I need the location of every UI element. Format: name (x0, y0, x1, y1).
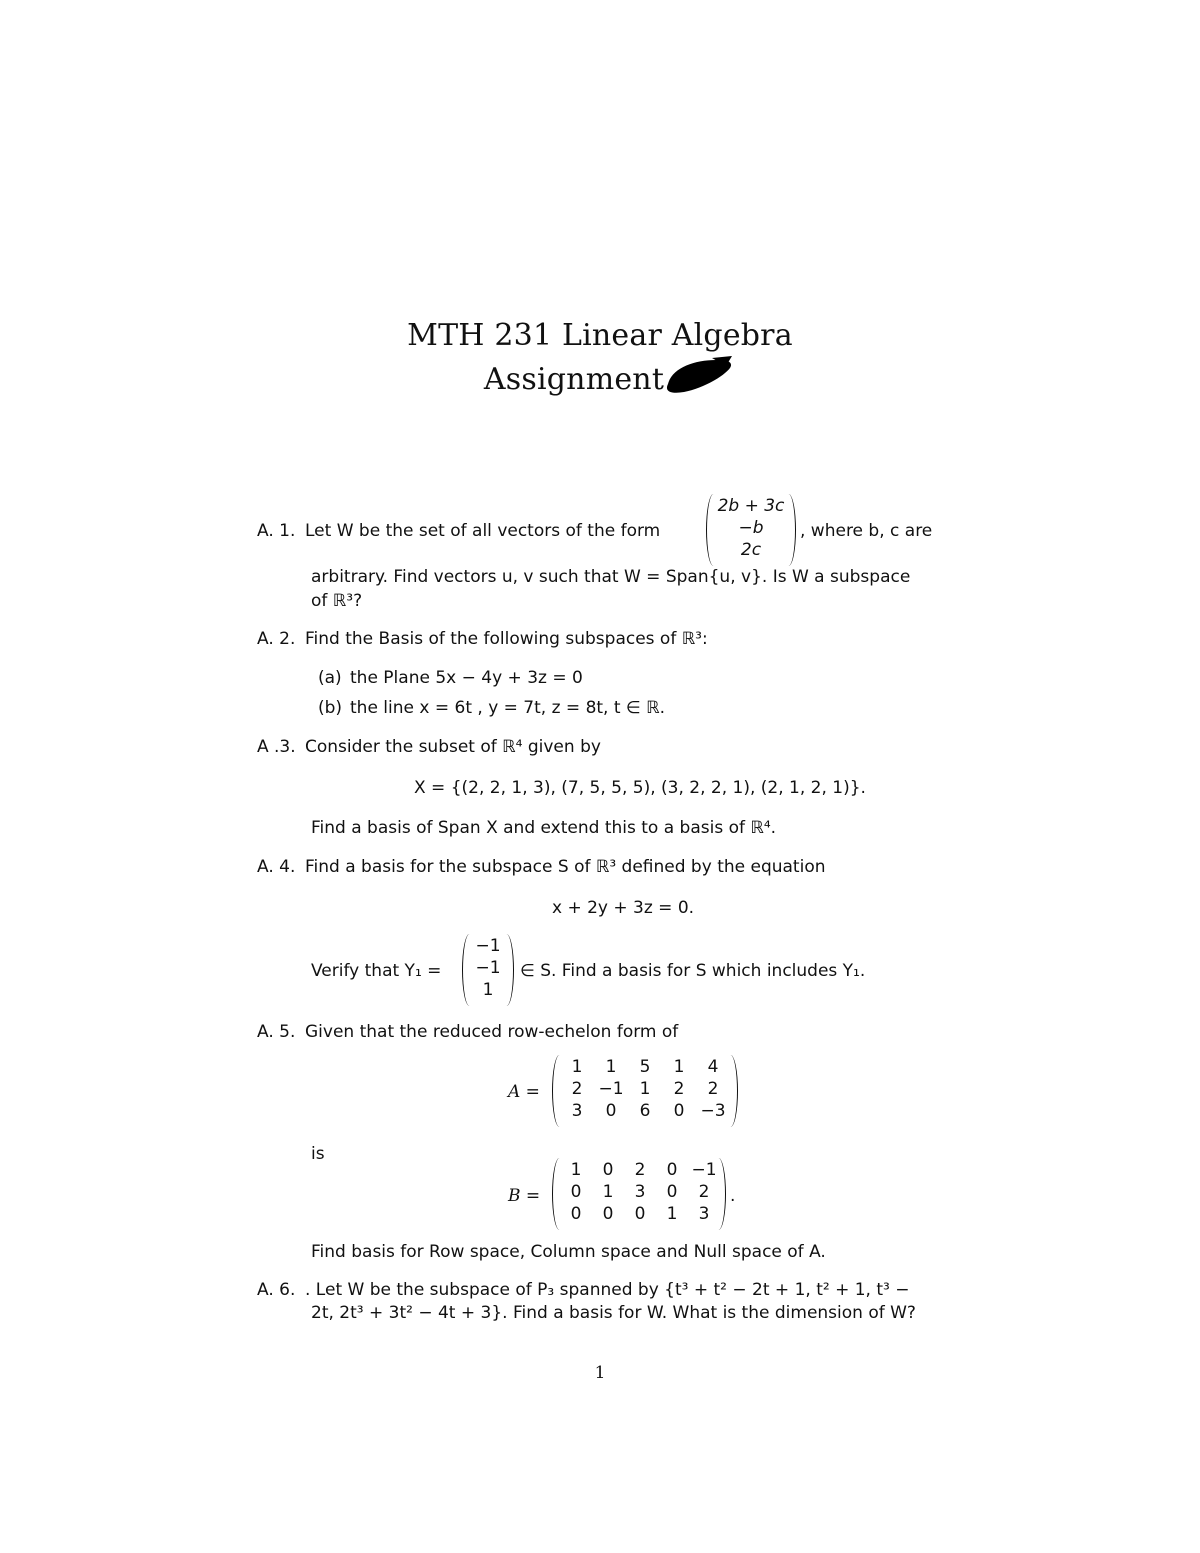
vector-entry: −b (738, 518, 764, 538)
matrix-cell: 1 (602, 1182, 614, 1202)
matrix-cell: 0 (602, 1204, 614, 1224)
matrix-cell: 1 (639, 1079, 651, 1099)
problem-1-vector (706, 494, 796, 566)
matrix-b-period: . (730, 1186, 736, 1206)
matrix-a (552, 1055, 738, 1127)
problem-1-text (257, 520, 660, 542)
problem-6-text (257, 1279, 909, 1301)
problem-1-lead: Let W be the set of all vectors of the form (305, 521, 661, 541)
matrix-cell: 1 (673, 1057, 685, 1077)
problem-2b (318, 697, 665, 719)
problem-4-verify-tail: ∈ S. Find a basis for S which includes Y₁. (520, 961, 866, 981)
problem-5-lead: Given that the reduced row-echelon form of (305, 1022, 679, 1042)
problem-2a-text: the Plane 5x − 4y + 3z = 0 (350, 668, 583, 688)
problem-6-lead: . Let W be the subspace of P₃ spanned by {t³ + t² − 2t + 1, t² + 1, t³ − (305, 1280, 910, 1300)
matrix-b-label: B = (508, 1186, 541, 1206)
problem-1-number: A. 1. (257, 521, 296, 541)
matrix-cell: 0 (673, 1101, 685, 1121)
problem-2b-text: the line x = 6t , y = 7t, z = 8t, t ∈ ℝ. (350, 698, 666, 718)
matrix-cell: 2 (571, 1079, 583, 1099)
problem-4-verify: Verify that Y₁ = (311, 961, 442, 981)
matrix-b (552, 1158, 726, 1230)
problem-2-lead: Find the Basis of the following subspaces of ℝ³: (305, 629, 708, 649)
problem-4-lead: Find a basis for the subspace S of ℝ³ defined by the equation (305, 857, 826, 877)
problem-3-set: X = {(2, 2, 1, 3), (7, 5, 5, 5), (3, 2, 2, 1), (2, 1, 2, 1)}. (414, 778, 866, 798)
matrix-cell: 0 (570, 1182, 582, 1202)
matrix-cell: 0 (605, 1101, 617, 1121)
matrix-cell: 3 (698, 1204, 710, 1224)
problem-2-number: A. 2. (257, 629, 296, 649)
matrix-cell: 0 (570, 1204, 582, 1224)
vector-entry: −1 (475, 936, 501, 956)
problem-6-number: A. 6. (257, 1280, 296, 1300)
matrix-cell: 1 (666, 1204, 678, 1224)
redaction-scribble (664, 354, 736, 396)
matrix-a-label: A = (508, 1082, 540, 1102)
problem-4-text (257, 856, 826, 878)
problem-5-text (257, 1021, 678, 1043)
problem-4-equation: x + 2y + 3z = 0. (552, 898, 695, 918)
matrix-cell: −1 (691, 1160, 717, 1180)
vector-entry: 1 (482, 980, 494, 1000)
problem-4-vector (462, 934, 514, 1006)
matrix-cell: 1 (605, 1057, 617, 1077)
matrix-cell: 4 (707, 1057, 719, 1077)
problem-2a (318, 667, 583, 689)
problem-2a-label: (a) (318, 668, 342, 688)
matrix-cell: 2 (673, 1079, 685, 1099)
title-line-1: MTH 231 Linear Algebra (407, 318, 793, 353)
matrix-cell: −3 (700, 1101, 726, 1121)
vector-entry: −1 (475, 958, 501, 978)
matrix-cell: 5 (639, 1057, 651, 1077)
matrix-cell: 0 (602, 1160, 614, 1180)
matrix-cell: 1 (571, 1057, 583, 1077)
vector-entry: 2c (740, 540, 762, 560)
problem-3-text (257, 736, 601, 758)
problem-5-line-2: Find basis for Row space, Column space and Null space of A. (311, 1242, 826, 1262)
matrix-cell: 2 (634, 1160, 646, 1180)
matrix-cell: 2 (698, 1182, 710, 1202)
matrix-cell: −1 (598, 1079, 624, 1099)
problem-1-line-3: of ℝ³? (311, 591, 363, 611)
problem-3-number: A .3. (257, 737, 296, 757)
problem-3-lead: Consider the subset of ℝ⁴ given by (305, 737, 601, 757)
vector-entry: 2b + 3c (717, 496, 785, 516)
matrix-cell: 0 (666, 1160, 678, 1180)
problem-5-is: is (311, 1144, 325, 1164)
problem-2-text (257, 628, 708, 650)
problem-3-line-2: Find a basis of Span X and extend this to a basis of ℝ⁴. (311, 818, 777, 838)
matrix-cell: 1 (570, 1160, 582, 1180)
problem-1-tail: , where b, c are (800, 521, 933, 541)
problem-6-line-2: 2t, 2t³ + 3t² − 4t + 3}. Find a basis for W. What is the dimension of W? (311, 1303, 916, 1323)
page-number: 1 (594, 1363, 606, 1383)
matrix-cell: 3 (634, 1182, 646, 1202)
matrix-cell: 0 (634, 1204, 646, 1224)
problem-4-number: A. 4. (257, 857, 296, 877)
matrix-cell: 0 (666, 1182, 678, 1202)
matrix-cell: 6 (639, 1101, 651, 1121)
problem-1-line-2: arbitrary. Find vectors u, v such that W = Span{u, v}. Is W a subspace (311, 567, 911, 587)
problem-5-number: A. 5. (257, 1022, 296, 1042)
matrix-cell: 2 (707, 1079, 719, 1099)
title-line-2: Assignment (483, 362, 665, 397)
problem-2b-label: (b) (318, 698, 343, 718)
matrix-cell: 3 (571, 1101, 583, 1121)
